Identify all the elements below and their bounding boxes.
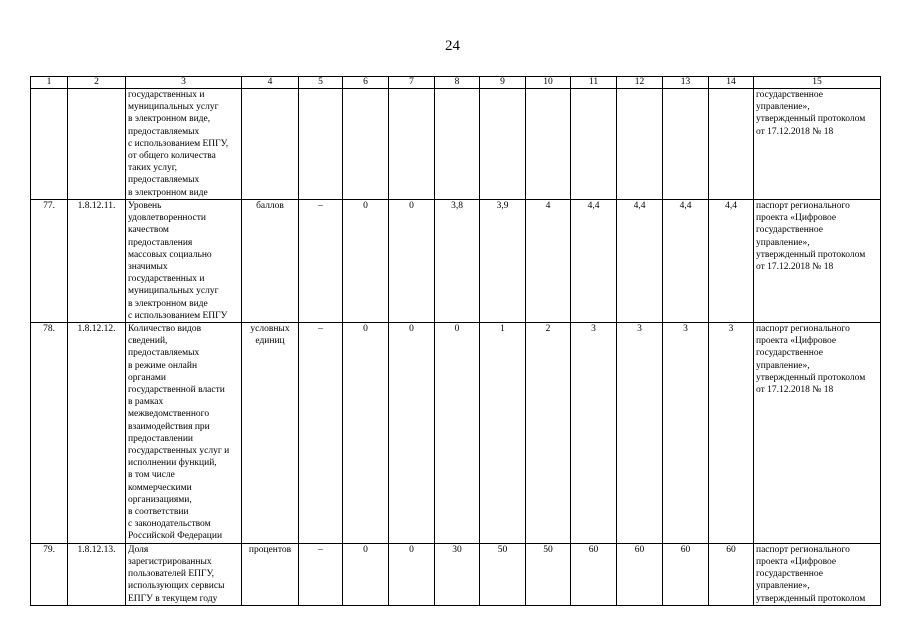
header-cell: 1 bbox=[31, 77, 68, 89]
value-cell: 0 bbox=[389, 543, 435, 605]
value-cell bbox=[526, 89, 571, 200]
header-cell: 9 bbox=[480, 77, 526, 89]
value-cell: 3 bbox=[709, 323, 754, 544]
indicator-code-cell: 1.8.12.13. bbox=[68, 543, 126, 605]
indicator-name-cell: государственных и муниципальных услуг в электронном виде, предоставляемых с использованием ЕПГУ, от общего количества таких услуг, предоставляемых в электронном виде bbox=[126, 89, 242, 200]
value-cell: 0 bbox=[343, 543, 389, 605]
header-cell: 6 bbox=[343, 77, 389, 89]
value-cell: 50 bbox=[526, 543, 571, 605]
table-row bbox=[31, 543, 881, 605]
value-cell: 3,8 bbox=[435, 200, 480, 323]
value-cell: 3 bbox=[617, 323, 663, 544]
value-cell: 1 bbox=[480, 323, 526, 544]
header-cell: 12 bbox=[617, 77, 663, 89]
header-cell: 15 bbox=[754, 77, 881, 89]
indicator-name-cell: Уровень удовлетворенности качеством предоставления массовых социально значимых государственных и муниципальных услуг в электронном виде с использованием ЕПГУ bbox=[126, 200, 242, 323]
indicator-code-cell: 1.8.12.11. bbox=[68, 200, 126, 323]
row-number-cell: 79. bbox=[31, 543, 68, 605]
table-header-row bbox=[31, 77, 881, 89]
table-row bbox=[31, 323, 881, 544]
value-cell: 2 bbox=[526, 323, 571, 544]
value-cell: 50 bbox=[480, 543, 526, 605]
page-number: 24 bbox=[445, 38, 460, 54]
source-cell: паспорт регионального проекта «Цифровое государственное управление», утвержденный протоколом bbox=[754, 543, 881, 605]
value-cell: 4 bbox=[526, 200, 571, 323]
value-cell bbox=[480, 89, 526, 200]
header-cell: 2 bbox=[68, 77, 126, 89]
header-cell: 7 bbox=[389, 77, 435, 89]
source-cell: государственное управление», утвержденный протоколом от 17.12.2018 № 18 bbox=[754, 89, 881, 200]
value-cell: 3 bbox=[663, 323, 709, 544]
indicator-code-cell bbox=[68, 89, 126, 200]
value-cell bbox=[663, 89, 709, 200]
unit-cell: условных единиц bbox=[242, 323, 299, 544]
value-cell: 60 bbox=[617, 543, 663, 605]
value-cell: 3,9 bbox=[480, 200, 526, 323]
value-cell bbox=[389, 89, 435, 200]
header-cell: 13 bbox=[663, 77, 709, 89]
value-cell bbox=[343, 89, 389, 200]
value-cell: 4,4 bbox=[663, 200, 709, 323]
value-cell bbox=[617, 89, 663, 200]
header-cell: 11 bbox=[571, 77, 617, 89]
indicator-name-cell: Доля зарегистрированных пользователей ЕПГУ, использующих сервисы ЕПГУ в текущем году bbox=[126, 543, 242, 605]
value-cell bbox=[435, 89, 480, 200]
value-cell: 3 bbox=[571, 323, 617, 544]
value-cell: 30 bbox=[435, 543, 480, 605]
value-cell: – bbox=[299, 200, 343, 323]
row-number-cell bbox=[31, 89, 68, 200]
value-cell: – bbox=[299, 543, 343, 605]
value-cell: 0 bbox=[343, 200, 389, 323]
value-cell bbox=[709, 89, 754, 200]
row-number-cell: 77. bbox=[31, 200, 68, 323]
value-cell: 4,4 bbox=[571, 200, 617, 323]
value-cell: 60 bbox=[663, 543, 709, 605]
unit-cell: баллов bbox=[242, 200, 299, 323]
header-cell: 8 bbox=[435, 77, 480, 89]
source-cell: паспорт регионального проекта «Цифровое государственное управление», утвержденный протоколом от 17.12.2018 № 18 bbox=[754, 200, 881, 323]
value-cell: 0 bbox=[343, 323, 389, 544]
indicator-code-cell: 1.8.12.12. bbox=[68, 323, 126, 544]
unit-cell bbox=[242, 89, 299, 200]
table-row bbox=[31, 200, 881, 323]
header-cell: 10 bbox=[526, 77, 571, 89]
row-number-cell: 78. bbox=[31, 323, 68, 544]
value-cell: 0 bbox=[389, 323, 435, 544]
value-cell: 0 bbox=[435, 323, 480, 544]
value-cell bbox=[571, 89, 617, 200]
indicator-name-cell: Количество видов сведений, предоставляемых в режиме онлайн органами государственной власти в рамках межведомственного взаимодействия при предоставлении государственных услуг и исполнении функций, в том числе коммерческими организациями, в соответствии с законодательством Российской Федерации bbox=[126, 323, 242, 544]
indicators-table bbox=[30, 76, 881, 606]
header-cell: 5 bbox=[299, 77, 343, 89]
table-row bbox=[31, 89, 881, 200]
value-cell: 4,4 bbox=[617, 200, 663, 323]
source-cell: паспорт регионального проекта «Цифровое государственное управление», утвержденный протоколом от 17.12.2018 № 18 bbox=[754, 323, 881, 544]
value-cell: 60 bbox=[571, 543, 617, 605]
unit-cell: процентов bbox=[242, 543, 299, 605]
value-cell: 4,4 bbox=[709, 200, 754, 323]
value-cell: 60 bbox=[709, 543, 754, 605]
value-cell: 0 bbox=[389, 200, 435, 323]
header-cell: 14 bbox=[709, 77, 754, 89]
value-cell bbox=[299, 89, 343, 200]
header-cell: 3 bbox=[126, 77, 242, 89]
value-cell: – bbox=[299, 323, 343, 544]
header-cell: 4 bbox=[242, 77, 299, 89]
